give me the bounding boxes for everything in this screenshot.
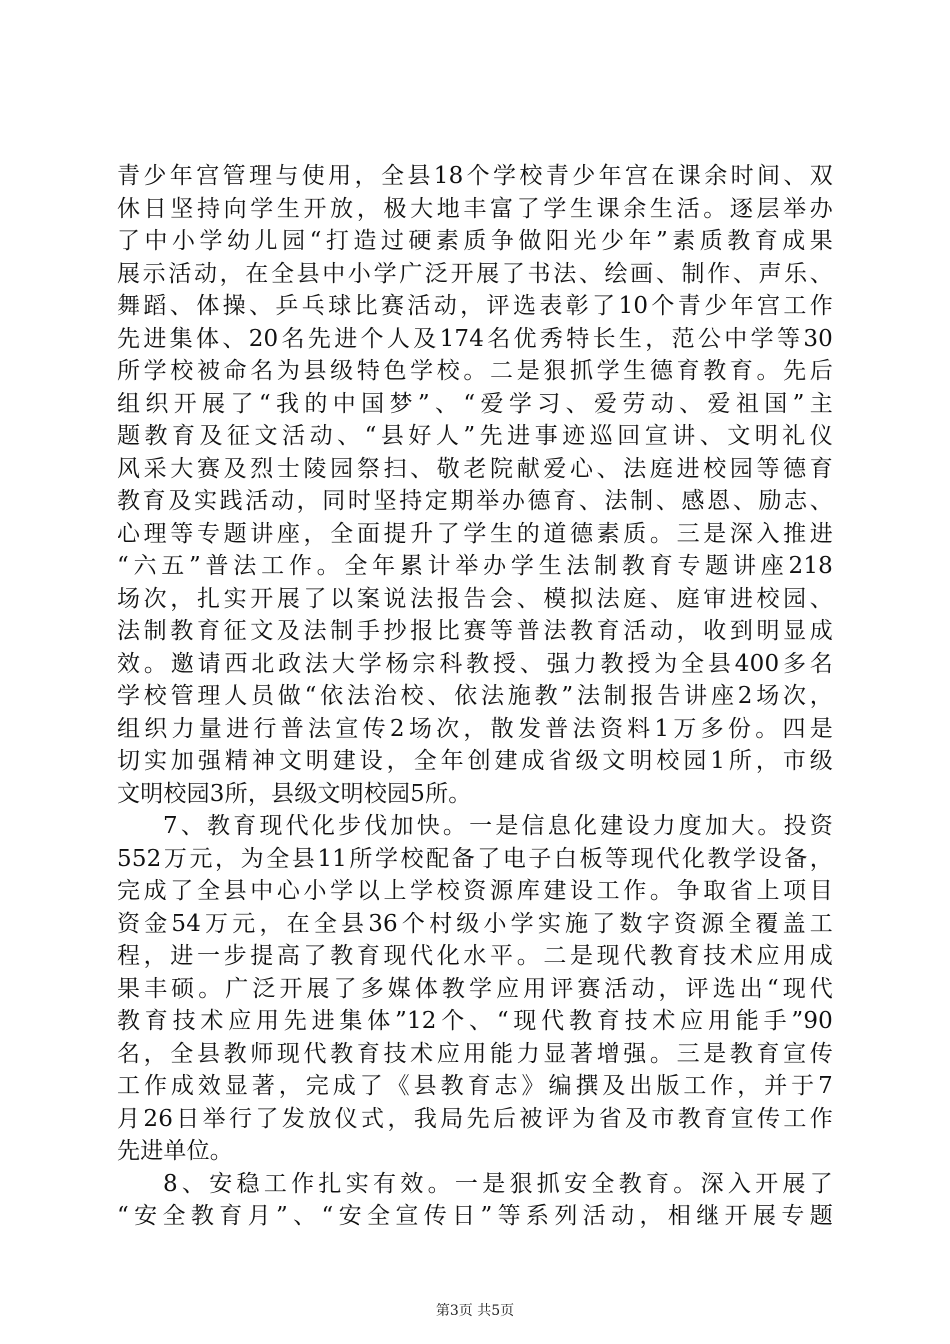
text-line: 学校管理人员做“依法治校、依法施教”法制报告讲座2场次， xyxy=(117,683,833,709)
text-line: 切实加强精神文明建设，全年创建成省级文明校园1所，市级 xyxy=(117,748,833,774)
text-line: 先进集体、20名先进个人及174名优秀特长生，范公中学等30 xyxy=(117,325,833,352)
paragraph-first-line: 8、安稳工作扎实有效。一是狠抓安全教育。深入开展了 xyxy=(163,1170,833,1197)
text-line: 552万元，为全县11所学校配备了电子白板等现代化教学设备， xyxy=(117,845,833,872)
text-line: 教育技术应用先进集体”12个、“现代教育技术应用能手”90 xyxy=(117,1008,833,1034)
text-line: “安全教育月”、“安全宣传日”等系列活动，相继开展专题 xyxy=(117,1203,833,1229)
text-line: 青少年宫管理与使用，全县18个学校青少年宫在课余时间、双 xyxy=(117,163,833,189)
text-line: 工作成效显著，完成了《县教育志》编撰及出版工作，并于7 xyxy=(117,1073,833,1099)
text-line: 程，进一步提高了教育现代化水平。二是现代教育技术应用成 xyxy=(117,943,833,969)
text-line: 教育及实践活动，同时坚持定期举办德育、法制、感恩、励志、 xyxy=(117,488,833,514)
text-line: 资金54万元，在全县36个村级小学实施了数字资源全覆盖工 xyxy=(117,910,833,937)
text-line: 组织开展了“我的中国梦”、“爱学习、爱劳动、爱祖国”主 xyxy=(117,390,833,417)
text-line: 舞蹈、体操、乒乓球比赛活动，评选表彰了10个青少年宫工作 xyxy=(117,293,833,319)
text-line: 了中小学幼儿园“打造过硬素质争做阳光少年”素质教育成果 xyxy=(117,228,833,254)
document-body xyxy=(117,160,833,1233)
text-line: 效。邀请西北政法大学杨宗科教授、强力教授为全县400多名 xyxy=(117,650,833,677)
text-line: 心理等专题讲座，全面提升了学生的道德素质。三是深入推进 xyxy=(117,520,833,547)
paragraph-first-line: 7、教育现代化步伐加快。一是信息化建设力度加大。投资 xyxy=(163,813,833,839)
text-line: 法制教育征文及法制手抄报比赛等普法教育活动，收到明显成 xyxy=(117,618,833,644)
page-number-footer: 第3页 共5页 xyxy=(435,1303,515,1319)
text-line: “六五”普法工作。全年累计举办学生法制教育专题讲座218 xyxy=(117,553,833,579)
text-line: 组织力量进行普法宣传2场次，散发普法资料1万多份。四是 xyxy=(117,715,833,742)
text-line: 果丰硕。广泛开展了多媒体教学应用评赛活动，评选出“现代 xyxy=(117,975,833,1002)
paragraph-last-line: 文明校园3所，县级文明校园5所。 xyxy=(117,780,472,807)
paragraph-last-line: 先进单位。 xyxy=(117,1138,233,1164)
text-line: 题教育及征文活动、“县好人”先进事迹巡回宣讲、文明礼仪 xyxy=(117,423,833,449)
text-line: 完成了全县中心小学以上学校资源库建设工作。争取省上项目 xyxy=(117,878,833,904)
text-line: 风采大赛及烈士陵园祭扫、敬老院献爱心、法庭进校园等德育 xyxy=(117,455,833,482)
text-line: 展示活动，在全县中小学广泛开展了书法、绘画、制作、声乐、 xyxy=(117,260,833,287)
text-line: 月26日举行了发放仪式，我局先后被评为省及市教育宣传工作 xyxy=(117,1105,833,1132)
text-line: 休日坚持向学生开放，极大地丰富了学生课余生活。逐层举办 xyxy=(117,195,833,222)
text-line: 名，全县教师现代教育技术应用能力显著增强。三是教育宣传 xyxy=(117,1040,833,1067)
text-line: 场次，扎实开展了以案说法报告会、模拟法庭、庭审进校园、 xyxy=(117,585,833,612)
text-line: 所学校被命名为县级特色学校。二是狠抓学生德育教育。先后 xyxy=(117,358,833,384)
